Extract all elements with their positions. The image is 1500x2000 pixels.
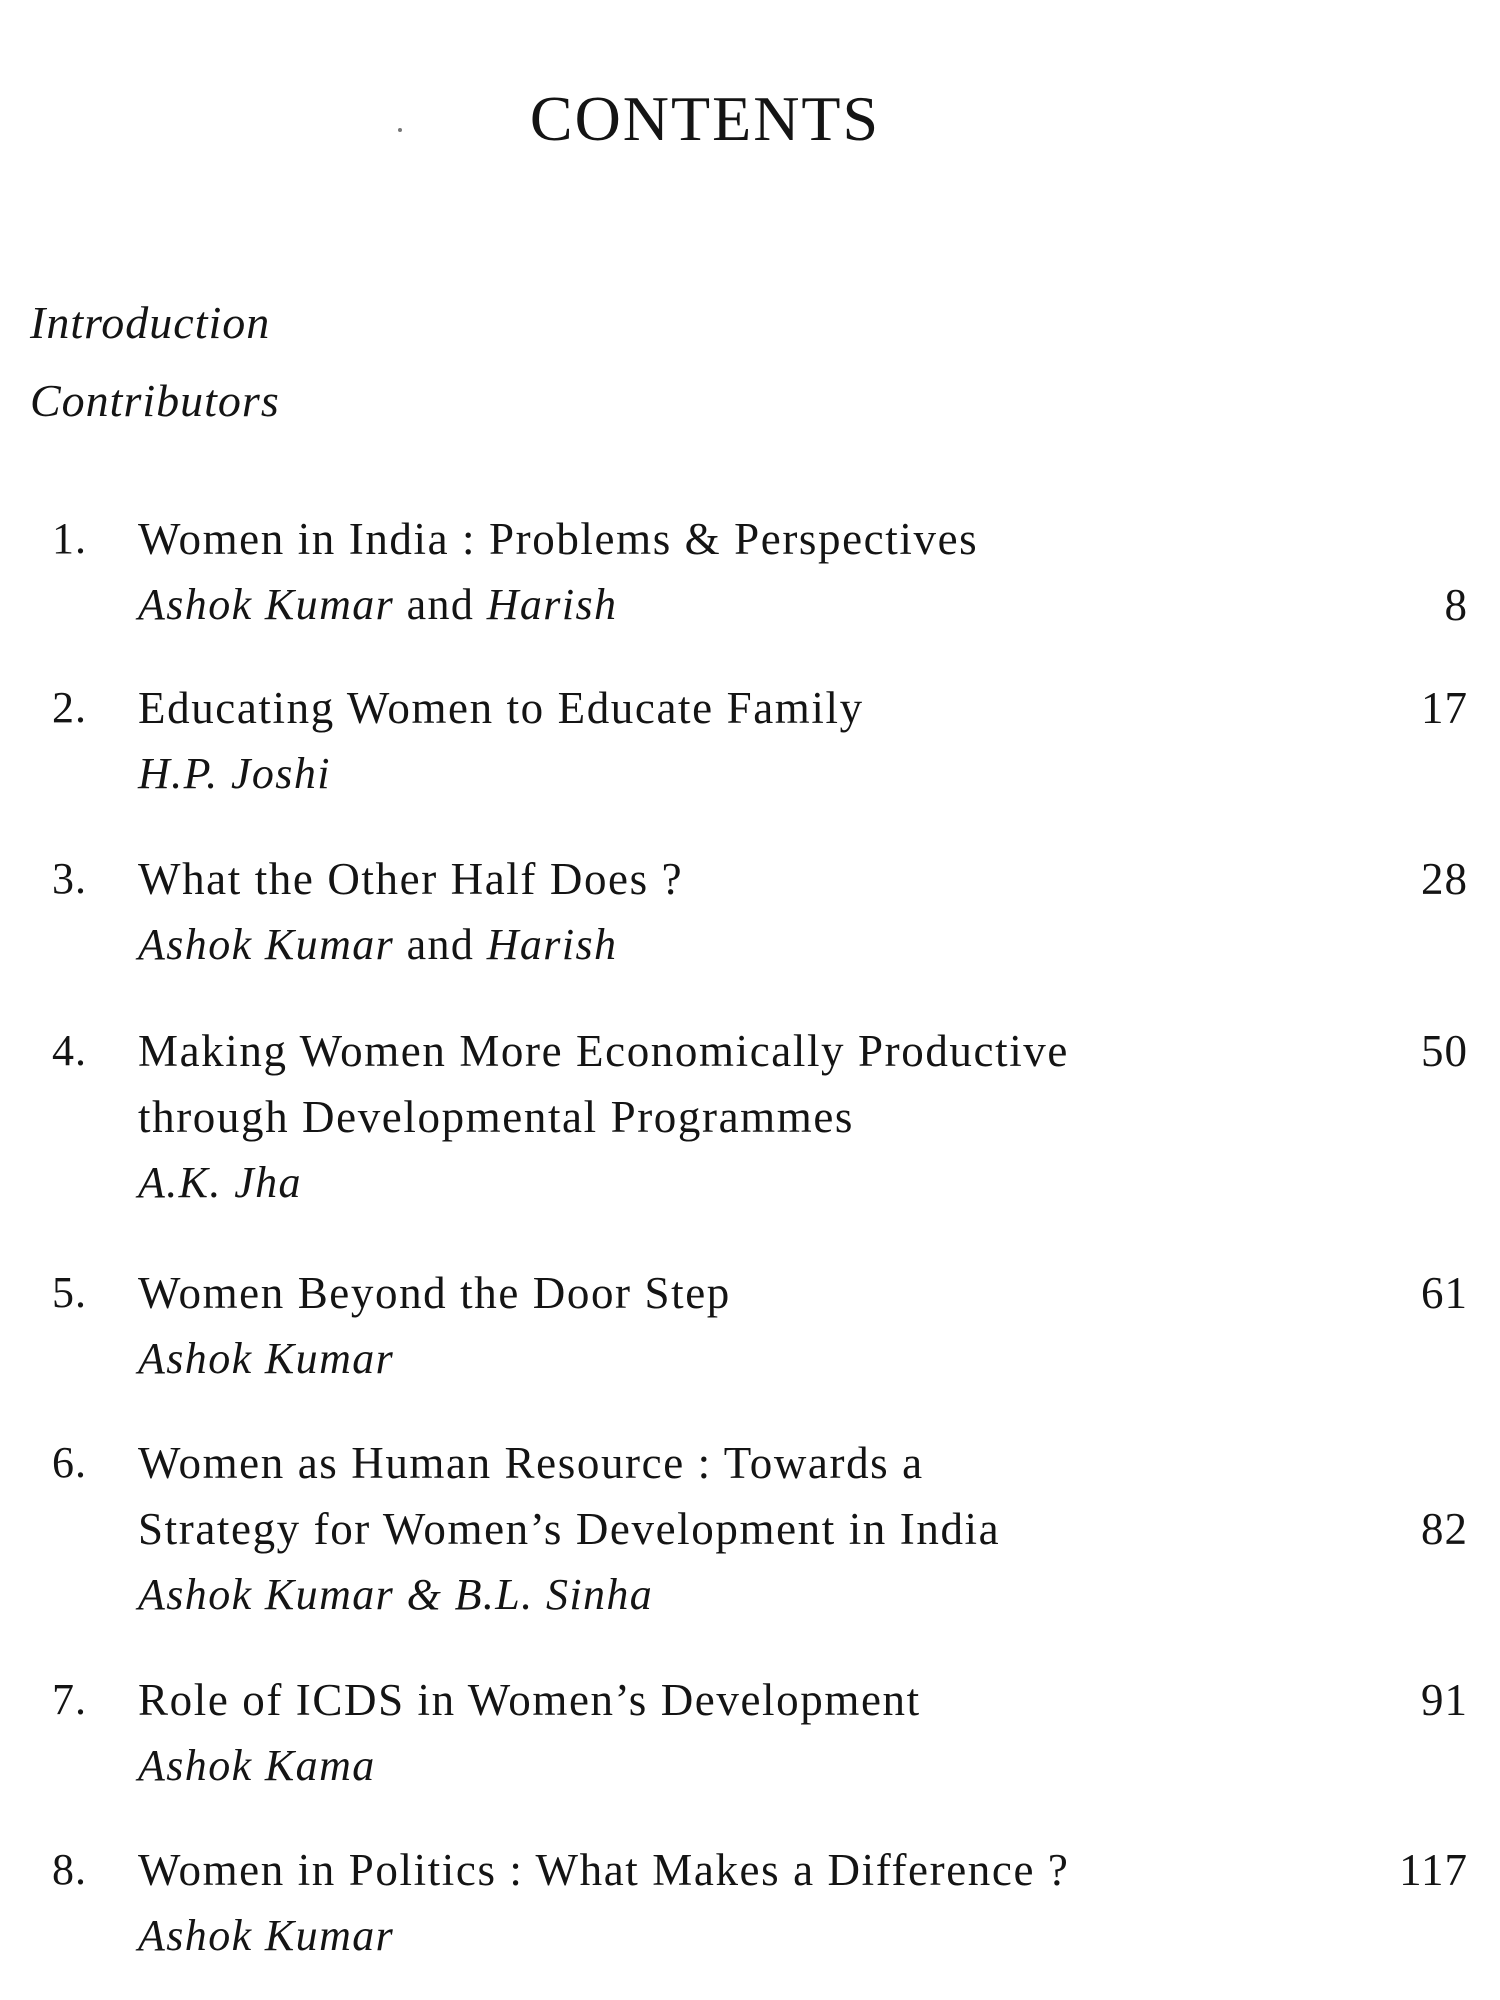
chapter-number: 5. [52, 1268, 87, 1317]
chapter-number: 2. [52, 683, 87, 732]
chapter-number: 6. [52, 1438, 87, 1487]
chapter-page-number: 117 [1399, 1845, 1468, 1895]
chapter-text [138, 1260, 1358, 1392]
chapter-title-line: Women in Politics : What Makes a Difference ? [138, 1845, 1070, 1895]
chapter-title-line: through Developmental Programmes [138, 1092, 855, 1142]
author-name: Ashok Kama [138, 1741, 376, 1790]
chapter-authors [138, 1903, 1358, 1969]
chapter-authors [138, 572, 1358, 638]
author-name: Harish [486, 580, 618, 629]
front-matter-introduction: Introduction [30, 297, 271, 348]
chapter-text [138, 1667, 1358, 1799]
chapter-text [138, 1430, 1358, 1628]
author-name: Ashok Kumar & B.L. Sinha [138, 1570, 654, 1619]
chapter-title-line: Making Women More Economically Productive [138, 1026, 1069, 1076]
chapter-authors [138, 741, 1358, 807]
chapter-title-line: What the Other Half Does ? [138, 854, 684, 904]
chapter-authors [138, 1562, 1358, 1628]
chapter-page-number: 28 [1421, 854, 1468, 904]
author-name: Ashok Kumar [138, 580, 395, 629]
front-matter-contributors: Contributors [30, 375, 280, 426]
chapter-page-number: 91 [1421, 1675, 1468, 1725]
chapter-authors [138, 1150, 1358, 1216]
chapter-page-number: 82 [1421, 1504, 1468, 1554]
chapter-page-number: 8 [1444, 580, 1468, 630]
print-speck [398, 128, 402, 132]
chapter-title-line: Women as Human Resource : Towards a [138, 1438, 924, 1488]
chapter-authors [138, 1326, 1358, 1392]
chapter-text [138, 1018, 1358, 1216]
chapter-number: 8. [52, 1845, 87, 1894]
chapter-page-number: 61 [1421, 1268, 1468, 1318]
author-name: Ashok Kumar [138, 1334, 395, 1383]
chapter-number: 4. [52, 1026, 87, 1075]
chapter-text [138, 675, 1358, 807]
chapter-title-line: Educating Women to Educate Family [138, 683, 864, 733]
chapter-page-number: 17 [1421, 683, 1468, 733]
chapter-title-line: Role of ICDS in Women’s Development [138, 1675, 921, 1725]
page-title: CONTENTS [529, 83, 881, 154]
author-conjunction: and [394, 920, 487, 969]
chapter-number: 3. [52, 854, 87, 903]
chapter-title-line: Women Beyond the Door Step [138, 1268, 731, 1318]
chapter-number: 1. [52, 514, 87, 563]
chapter-text [138, 1837, 1358, 1969]
chapter-text [138, 846, 1358, 978]
chapter-number: 7. [52, 1675, 87, 1724]
author-name: Ashok Kumar [138, 1911, 395, 1960]
author-name: H.P. Joshi [138, 749, 331, 798]
chapter-title-line: Women in India : Problems & Perspectives [138, 514, 979, 564]
author-conjunction: and [394, 580, 487, 629]
chapter-authors [138, 912, 1358, 978]
author-name: Ashok Kumar [138, 920, 395, 969]
author-name: A.K. Jha [138, 1158, 302, 1207]
author-name: Harish [486, 920, 618, 969]
chapter-authors [138, 1733, 1358, 1799]
chapter-page-number: 50 [1421, 1026, 1468, 1076]
chapter-title-line: Strategy for Women’s Development in India [138, 1504, 1001, 1554]
chapter-text [138, 506, 1358, 638]
